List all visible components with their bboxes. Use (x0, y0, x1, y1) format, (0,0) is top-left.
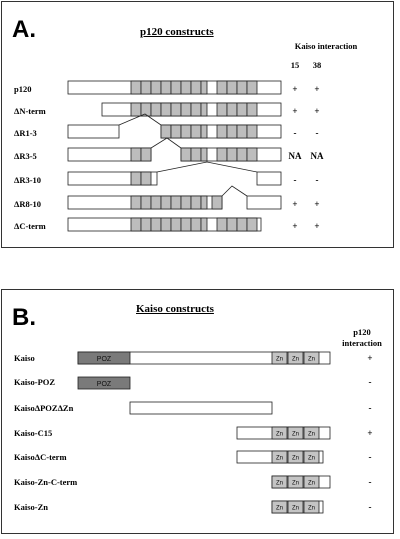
construct-dn-term (102, 103, 281, 116)
poz-label-kaiso-poz: POZ (96, 381, 112, 388)
zn-label: Zn (275, 455, 284, 462)
column-15-header: 15 (290, 60, 300, 70)
result-15-dr1-3: - (293, 128, 297, 138)
result-kaiso-c15: + (367, 428, 373, 438)
panel-a-letter: A. (12, 16, 36, 43)
panel-b-kaiso-constructs (1, 289, 394, 534)
result-15-dr3-10: - (293, 175, 297, 185)
construct-kaiso-c15 (237, 427, 330, 439)
row-label-kaiso-c15: Kaiso-C15 (14, 428, 53, 438)
p120-interaction-header-line2: interaction (342, 338, 382, 348)
zn-label: Zn (307, 480, 316, 487)
poz-label-kaiso: POZ (96, 356, 112, 363)
zn-label: Zn (275, 356, 284, 363)
row-label-dr3-10: ΔR3-10 (14, 175, 42, 185)
column-38-header: 38 (312, 60, 322, 70)
result-38-dr8-10: + (314, 199, 320, 209)
result-38-dr3-5: NA (310, 151, 324, 161)
result-kaiso-zn: - (368, 502, 372, 512)
result-38-p120: + (314, 84, 320, 94)
zn-label: Zn (291, 356, 300, 363)
construct-dr1-3 (68, 114, 281, 138)
result-15-p120: + (292, 84, 298, 94)
construct-p120 (68, 81, 281, 94)
zn-label: Zn (275, 480, 284, 487)
result-38-dr3-10: - (315, 175, 319, 185)
panel-b-title: Kaiso constructs (136, 303, 214, 315)
zn-label: Zn (307, 455, 316, 462)
result-38-dn-term: + (314, 106, 320, 116)
row-label-kaiso-dc-term: KaisoΔC-term (14, 452, 67, 462)
zn-label: Zn (275, 505, 284, 512)
result-kaiso-poz: - (368, 377, 372, 387)
result-38-dr1-3: - (315, 128, 319, 138)
row-label-kaiso: Kaiso (14, 353, 35, 363)
kaiso-interaction-header: Kaiso interaction (294, 41, 358, 51)
result-kaiso: + (367, 353, 373, 363)
row-label-p120: p120 (14, 84, 32, 94)
zn-label: Zn (291, 505, 300, 512)
row-label-kaiso-dpoz-dzn: KaisoΔPOZΔZn (14, 403, 74, 413)
construct-dr3-10 (68, 162, 281, 185)
result-15-dc-term: + (292, 221, 298, 231)
row-label-kaiso-zn: Kaiso-Zn (14, 502, 49, 512)
result-15-dr3-5: NA (288, 151, 302, 161)
row-label-kaiso-zn-c-term: Kaiso-Zn-C-term (14, 477, 78, 487)
zn-label: Zn (291, 480, 300, 487)
zn-label: Zn (307, 505, 316, 512)
zn-label: Zn (291, 431, 300, 438)
construct-dr8-10 (68, 186, 281, 209)
zn-label: Zn (307, 356, 316, 363)
row-label-dr8-10: ΔR8-10 (14, 199, 42, 209)
panel-a-title: p120 constructs (140, 26, 214, 38)
result-kaiso-dpoz-dzn: - (368, 403, 372, 413)
row-label-kaiso-poz: Kaiso-POZ (14, 377, 56, 387)
panel-b-letter: B. (12, 304, 36, 331)
construct-dr3-5 (68, 138, 281, 161)
construct-dc-term (68, 218, 261, 231)
p120-interaction-header-line1: p120 (353, 327, 371, 337)
panel-a-p120-constructs (1, 1, 394, 248)
row-label-dn-term: ΔN-term (14, 106, 46, 116)
row-label-dr1-3: ΔR1-3 (14, 128, 37, 138)
kaiso-construct-diagrams (2, 290, 395, 535)
result-15-dn-term: + (292, 106, 298, 116)
result-38-dc-term: + (314, 221, 320, 231)
row-label-dr3-5: ΔR3-5 (14, 151, 37, 161)
zn-label: Zn (275, 431, 284, 438)
result-15-dr8-10: + (292, 199, 298, 209)
zn-label: Zn (291, 455, 300, 462)
zn-label: Zn (307, 431, 316, 438)
result-kaiso-zn-c-term: - (368, 477, 372, 487)
result-kaiso-dc-term: - (368, 452, 372, 462)
construct-kaiso-dpoz-dzn (130, 402, 272, 414)
row-label-dc-term: ΔC-term (14, 221, 46, 231)
p120-construct-diagrams (2, 2, 395, 249)
